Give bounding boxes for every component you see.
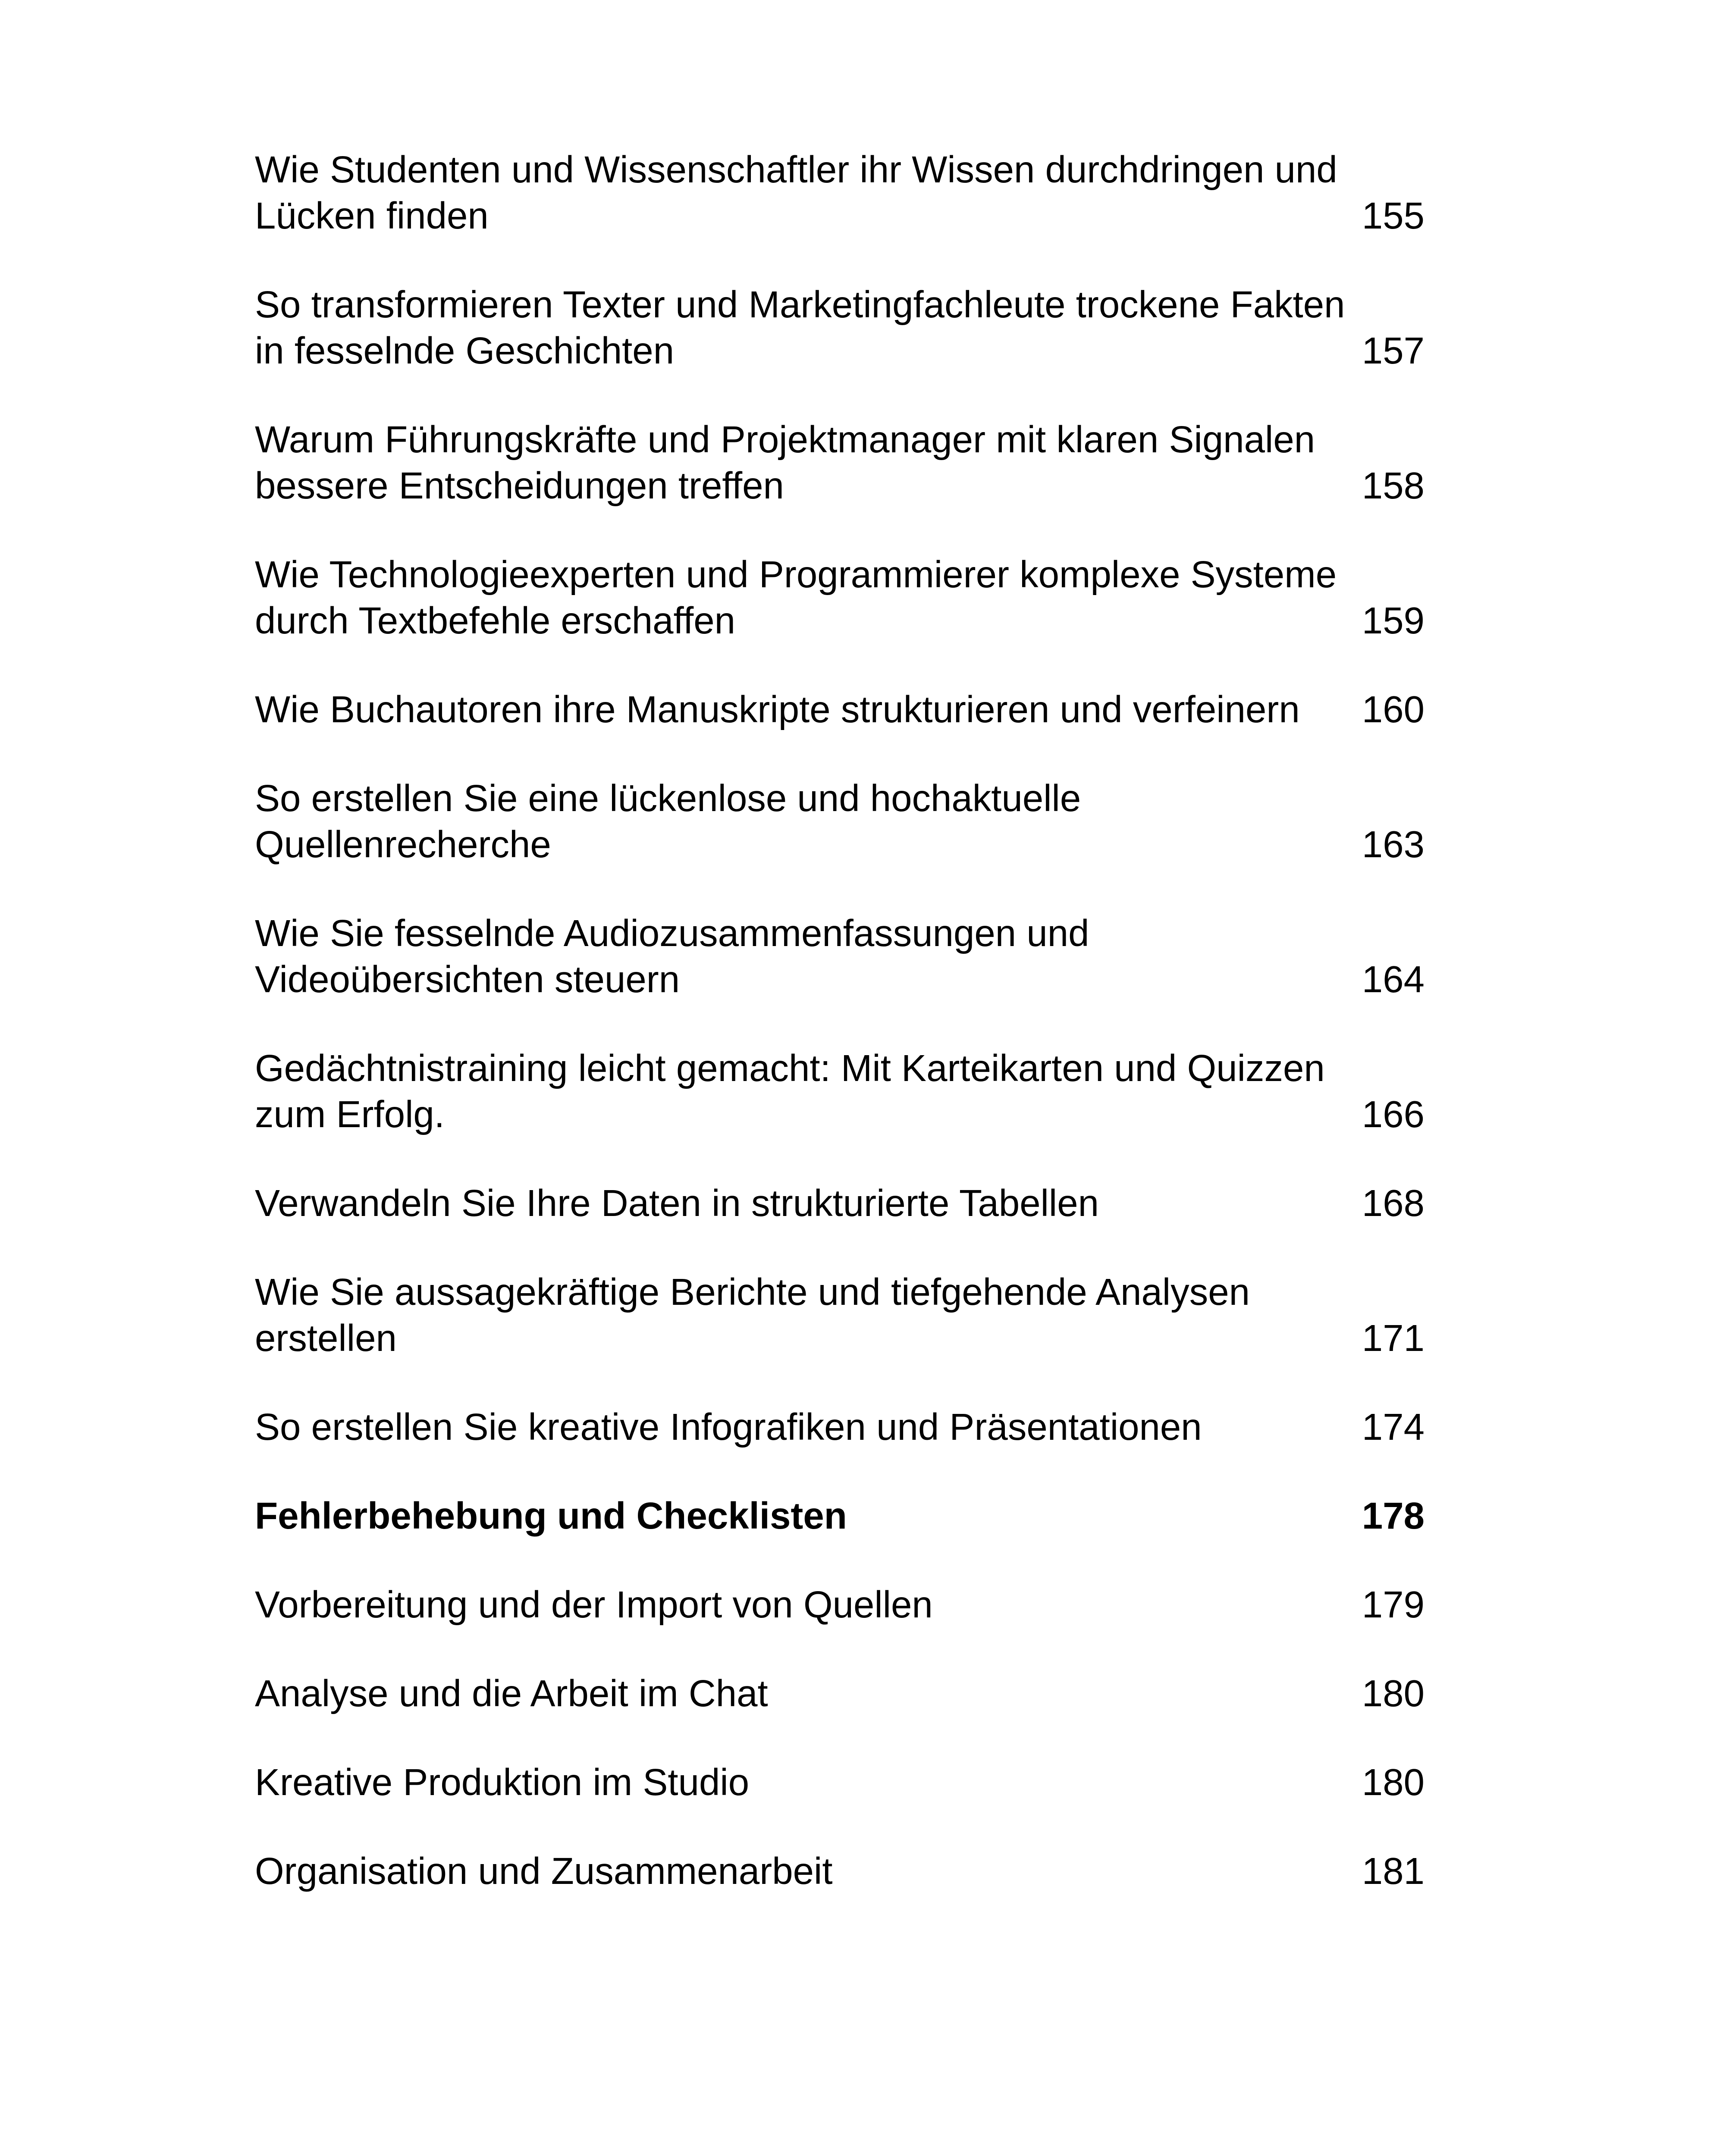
toc-entry-line	[255, 1848, 1425, 1894]
toc-entry-title: zum Erfolg.	[255, 1094, 445, 1135]
toc-entry-line	[255, 1670, 1425, 1717]
toc-entry	[255, 1670, 1425, 1717]
toc-entry-line	[255, 328, 1425, 374]
toc-entry	[255, 1759, 1425, 1805]
toc-entry-title: So erstellen Sie kreative Infografiken und Präsentationen	[255, 1406, 1202, 1448]
toc-entry-line	[255, 1180, 1425, 1226]
toc-entry-title: Kreative Produktion im Studio	[255, 1761, 750, 1803]
toc-entry-line	[255, 821, 1425, 868]
toc-entry	[255, 1045, 1425, 1138]
toc-entry-line	[255, 1315, 1425, 1361]
toc-page-number: 174	[1362, 1406, 1425, 1448]
toc-entry-line	[255, 147, 1425, 193]
toc-entry-line	[255, 910, 1425, 956]
toc-entry-title: bessere Entscheidungen treffen	[255, 465, 784, 507]
toc-entry	[255, 282, 1425, 374]
toc-entry-title: Wie Sie aussagekräftige Berichte und tiefgehende Analysen	[255, 1271, 1250, 1313]
toc-page-number: 160	[1362, 689, 1425, 730]
toc-page-number: 159	[1362, 600, 1425, 642]
toc-entry	[255, 1269, 1425, 1361]
toc-page-number: 155	[1362, 195, 1425, 237]
toc-page-number: 180	[1362, 1673, 1425, 1714]
toc-entry-line	[255, 282, 1425, 328]
toc-entry-title: Gedächtnistraining leicht gemacht: Mit Karteikarten und Quizzen	[255, 1047, 1325, 1089]
toc-entry-title: Analyse und die Arbeit im Chat	[255, 1673, 768, 1714]
toc-entry-line	[255, 1759, 1425, 1805]
toc-entry-line	[255, 686, 1425, 733]
table-of-contents	[255, 147, 1425, 1937]
toc-page-number: 180	[1362, 1761, 1425, 1803]
toc-page-number: 163	[1362, 824, 1425, 865]
toc-entry-title: in fesselnde Geschichten	[255, 330, 675, 372]
toc-entry-line	[255, 1404, 1425, 1450]
toc-entry-title: Wie Studenten und Wissenschaftler ihr Wissen durchdringen und	[255, 149, 1337, 191]
toc-entry-title: Warum Führungskräfte und Projektmanager mit klaren Signalen	[255, 419, 1315, 461]
toc-page-number: 178	[1362, 1495, 1425, 1537]
toc-entry-line	[255, 417, 1425, 463]
toc-entry	[255, 1180, 1425, 1226]
toc-entry-title: Wie Technologieexperten und Programmierer komplexe Systeme	[255, 554, 1337, 595]
toc-entry-line	[255, 463, 1425, 509]
toc-entry-line	[255, 1269, 1425, 1315]
toc-entry-line	[255, 775, 1425, 821]
toc-entry-title: durch Textbefehle erschaffen	[255, 600, 736, 642]
toc-entry-title: Wie Sie fesselnde Audiozusammenfassungen und	[255, 912, 1089, 954]
toc-page-number: 171	[1362, 1317, 1425, 1359]
toc-entry	[255, 775, 1425, 868]
toc-entry	[255, 1848, 1425, 1894]
toc-entry-title: Videoübersichten steuern	[255, 959, 680, 1000]
toc-page-number: 168	[1362, 1182, 1425, 1224]
toc-entry-title: erstellen	[255, 1317, 397, 1359]
toc-entry-line	[255, 1091, 1425, 1138]
toc-entry	[255, 686, 1425, 733]
toc-entry	[255, 910, 1425, 1003]
toc-entry	[255, 417, 1425, 509]
toc-entry-line	[255, 1045, 1425, 1091]
toc-entry-title: Lücken finden	[255, 195, 489, 237]
toc-page-number: 157	[1362, 330, 1425, 372]
toc-entry-title: Wie Buchautoren ihre Manuskripte strukturieren und verfeinern	[255, 689, 1300, 730]
toc-entry-line	[255, 598, 1425, 644]
toc-page-number: 181	[1362, 1850, 1425, 1892]
toc-entry	[255, 552, 1425, 644]
toc-entry-title: So transformieren Texter und Marketingfachleute trockene Fakten	[255, 284, 1345, 326]
toc-page-number: 179	[1362, 1584, 1425, 1626]
toc-page-number: 164	[1362, 959, 1425, 1000]
toc-entry-line	[255, 552, 1425, 598]
toc-entry-title: Fehlerbehebung und Checklisten	[255, 1495, 847, 1537]
toc-entry	[255, 147, 1425, 239]
toc-entry-title: Verwandeln Sie Ihre Daten in strukturierte Tabellen	[255, 1182, 1099, 1224]
toc-entry-line	[255, 1493, 1425, 1539]
toc-entry-title: Quellenrecherche	[255, 824, 551, 865]
toc-entry-title: Organisation und Zusammenarbeit	[255, 1850, 833, 1892]
toc-page-number: 158	[1362, 465, 1425, 507]
toc-entry-title: So erstellen Sie eine lückenlose und hochaktuelle	[255, 777, 1081, 819]
toc-page-number: 166	[1362, 1094, 1425, 1135]
toc-entry-line	[255, 1582, 1425, 1628]
toc-entry-title: Vorbereitung und der Import von Quellen	[255, 1584, 933, 1626]
toc-section-heading	[255, 1493, 1425, 1539]
toc-entry-line	[255, 193, 1425, 239]
toc-entry-line	[255, 956, 1425, 1003]
toc-entry	[255, 1582, 1425, 1628]
toc-entry	[255, 1404, 1425, 1450]
